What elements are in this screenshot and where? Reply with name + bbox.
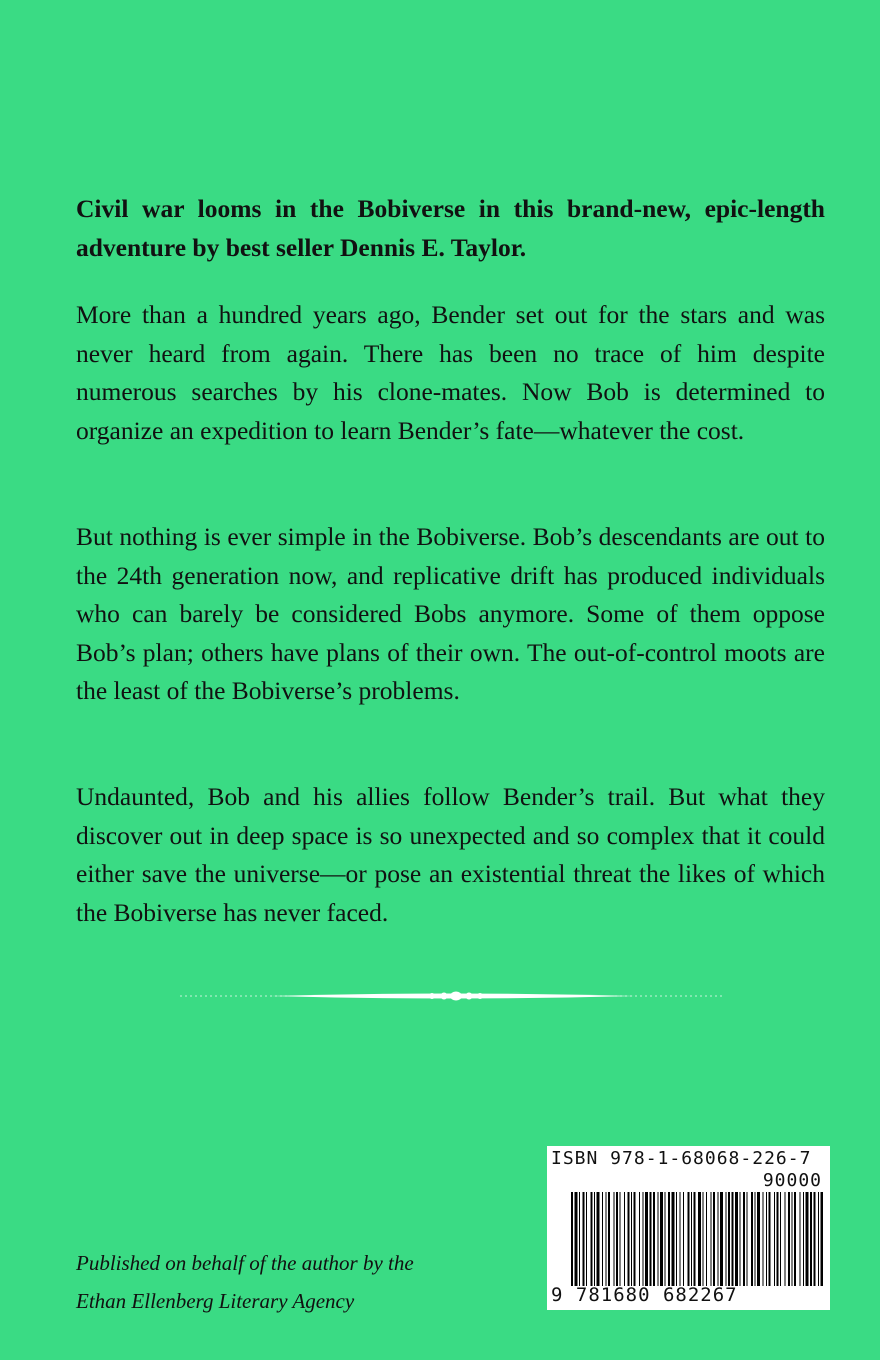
barcode-bar [668,1192,670,1286]
barcode-bar [810,1192,812,1286]
blurb-paragraph-2: But nothing is ever simple in the Bobiverse. Bob’s descendants are out to the 24th generation now, and replicative drift has produced individuals who can barely be considered Bobs anymore. Some of them oppose Bob’s plan; others have plans of their own. The out-of-control moots are the least of the Bobiverse’s problems. [76,522,825,705]
barcode-bar [720,1192,723,1286]
barcode-bar [803,1192,804,1286]
blurb-paragraph-1: More than a hundred years ago, Bender set out for the stars and was never heard from again. There has been no trace of him despite numerous searches by his clone-mates. Now Bob is determined to organize an expedition to learn Bender’s fate—whatever the cost. [76,300,825,445]
barcode-bar [691,1192,692,1286]
barcode-bar [743,1192,745,1286]
barcode-bar [688,1192,690,1286]
tagline: Civil war looms in the Bobiverse in this brand-new, epic-length adventure by best seller Dennis E. Taylor. [76,194,825,262]
barcode-bar [751,1192,753,1286]
barcode-bar [591,1192,593,1286]
barcode-bar [634,1192,636,1286]
barcode-bar [631,1192,632,1286]
barcode-bar [594,1192,595,1286]
publisher-line-1: Published on behalf of the author by the [76,1251,414,1275]
barcode-bar [718,1192,719,1286]
barcode-bar [711,1192,712,1286]
barcode-bar [571,1192,573,1286]
barcode-bar [660,1192,663,1286]
barcode-bar [755,1192,756,1286]
barcode-bar [624,1192,625,1286]
barcode-bar [579,1192,580,1286]
barcode-bar [602,1192,603,1286]
barcode-bar [698,1192,701,1286]
ean-digits: 9 781680 682267 [551,1284,738,1306]
barcode-bar [777,1192,779,1286]
publisher-note [76,1244,414,1320]
barcode-bar [792,1192,793,1286]
barcode-bars [571,1192,823,1286]
barcode-bar [757,1192,760,1286]
barcode-bar [794,1192,796,1286]
barcode-bar [766,1192,767,1286]
isbn-barcode [547,1146,830,1310]
barcode-bar [665,1192,666,1286]
barcode-bar [628,1192,630,1286]
barcode-bar [818,1192,819,1286]
barcode-bar [800,1192,801,1286]
barcode-bar [597,1192,600,1286]
barcode-bar [606,1192,607,1286]
blurb-paragraph-3: Undaunted, Bob and his allies follow Bender’s trail. But what they discover out in deep space is so unexpected and so complex that it could either save the universe—or pose an existential threat the likes of which the Bobiverse has never faced. [76,782,825,927]
barcode-bar [747,1192,748,1286]
barcode-bar [726,1192,727,1286]
barcode-bar [608,1192,610,1286]
barcode-bar [586,1192,587,1286]
isbn-label: ISBN 978-1-68068-226-7 [551,1148,812,1169]
decorative-divider [180,986,725,1006]
barcode-bar [806,1192,809,1286]
barcode-bar [732,1192,734,1286]
barcode-bar [583,1192,585,1286]
barcode-bar [643,1192,644,1286]
publisher-line-2: Ethan Ellenberg Literary Agency [76,1289,355,1313]
barcode-bar [774,1192,775,1286]
barcode-bar [616,1192,618,1286]
barcode-bar [780,1192,781,1286]
barcode-bar [694,1192,696,1286]
barcode-bar [614,1192,615,1286]
barcode-bar [735,1192,738,1286]
barcode-bar [653,1192,655,1286]
price-code: 90000 [762,1170,822,1191]
barcode-bar [672,1192,675,1286]
barcode-bar [706,1192,707,1286]
barcode-bar [645,1192,648,1286]
barcode-bar [763,1192,764,1286]
barcode-bar [639,1192,640,1286]
barcode-bar [650,1192,652,1286]
barcode-bar [620,1192,621,1286]
barcode-bar [728,1192,730,1286]
barcode-bar [713,1192,715,1286]
barcode-bar [814,1192,816,1286]
barcode-bar [785,1192,786,1286]
barcode-bar [703,1192,704,1286]
barcode-bar [680,1192,681,1286]
barcode-bar [769,1192,771,1286]
barcode-bar [683,1192,684,1286]
barcode-bar [575,1192,578,1286]
barcode-bar [788,1192,790,1286]
barcode-bar [676,1192,677,1286]
barcode-bar [740,1192,741,1286]
barcode-bar [658,1192,659,1286]
barcode-bar [821,1192,824,1286]
